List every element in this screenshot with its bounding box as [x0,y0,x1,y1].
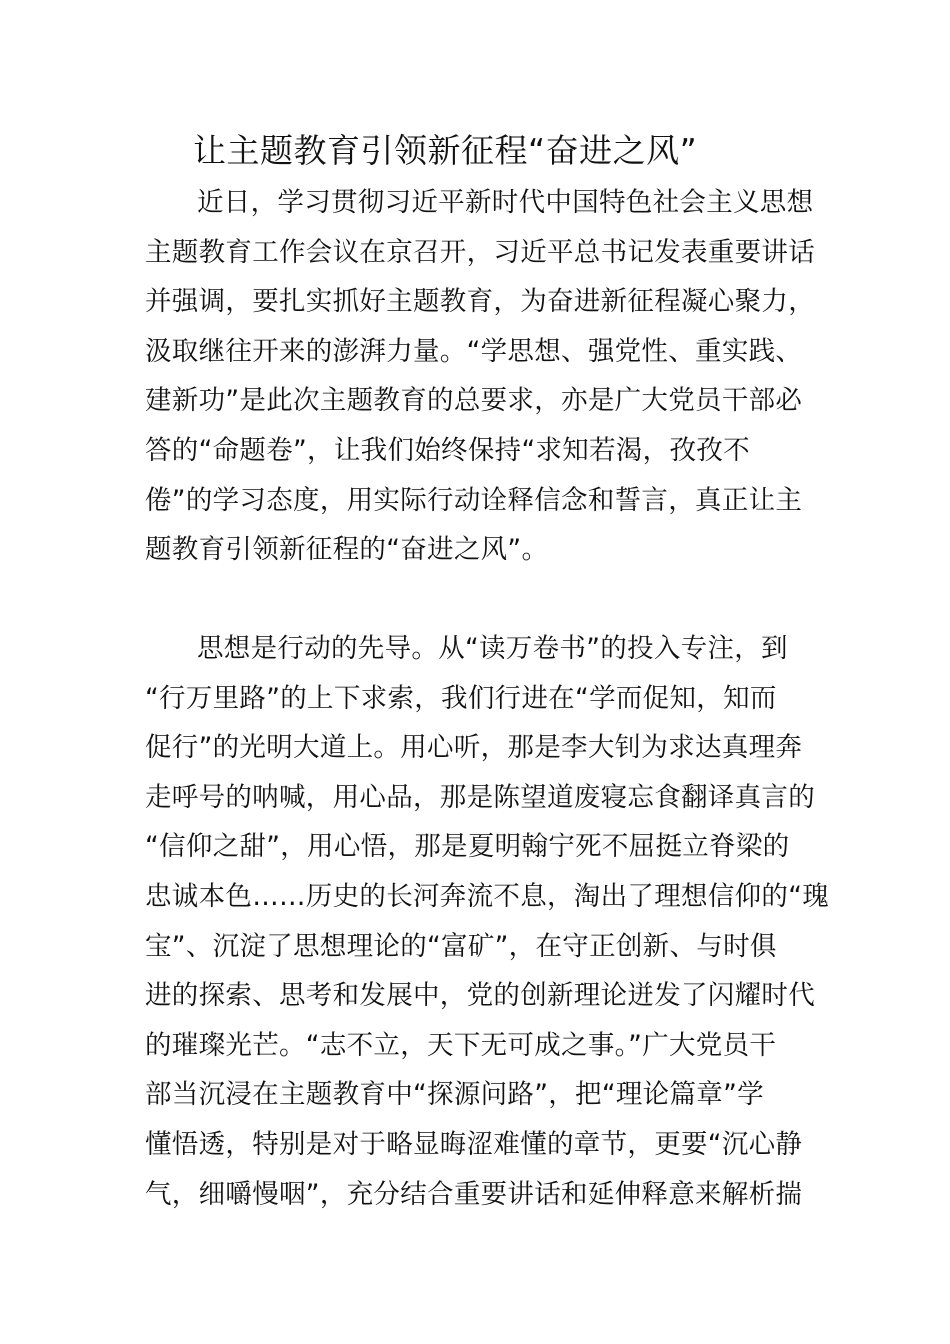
paragraph-line: 题教育引领新征程的“奋进之风”。 [145,534,549,566]
paragraph-line: 忠诚本色……历史的长河奔流不息，淘出了理想信仰的“瑰 [145,880,830,912]
paragraph-line: 宝”、沉淀了思想理论的“富矿”，在守正创新、与时俱 [145,930,777,962]
paragraph-line: 促行”的光明大道上。用心听，那是李大钊为求达真理奔 [145,732,803,764]
paragraph-line: 倦”的学习态度，用实际行动诠释信念和誓言，真正让主 [145,484,803,516]
paragraph-line: 近日，学习贯彻习近平新时代中国特色社会主义思想 [197,187,814,218]
paragraph-line: 主题教育工作会议在京召开，习近平总书记发表重要讲话 [145,236,815,268]
paragraph-line: 思想是行动的先导。从“读万卷书”的投入专注，到 [197,633,788,664]
paragraph-line: 部当沉浸在主题教育中“探源问路”，把“理论篇章”学 [145,1079,764,1111]
paragraph-line: 气，细嚼慢咽”，充分结合重要讲话和延伸释意来解析揣 [145,1178,803,1210]
paragraph-line: “行万里路”的上下求索，我们行进在“学而促知，知而 [145,682,777,714]
paragraph-1 [145,178,815,575]
paragraph-line: 懂悟透，特别是对于略显晦涩难懂的章节，更要“沉心静 [145,1128,803,1160]
paragraph-line: 的璀璨光芒。“志不立，天下无可成之事。”广大党员干 [145,1029,777,1061]
document-title: 让主题教育引领新征程“奋进之风” [193,131,698,170]
paragraph-line: “信仰之甜”，用心悟，那是夏明翰宁死不屈挺立脊梁的 [145,831,790,863]
paragraph-line: 汲取继往开来的澎湃力量。“学思想、强党性、重实践、 [145,335,803,367]
paragraph-line: 并强调，要扎实抓好主题教育，为奋进新征程凝心聚力， [145,286,815,318]
paragraph-2 [145,624,830,1219]
paragraph-line: 建新功”是此次主题教育的总要求，亦是广大党员干部必 [145,385,803,417]
paragraph-line: 走呼号的呐喊，用心品，那是陈望道废寝忘食翻译真言的 [145,781,815,813]
paragraph-line: 进的探索、思考和发展中，党的创新理论迸发了闪耀时代 [145,980,815,1012]
paragraph-line: 答的“命题卷”，让我们始终保持“求知若渴，孜孜不 [145,434,750,466]
